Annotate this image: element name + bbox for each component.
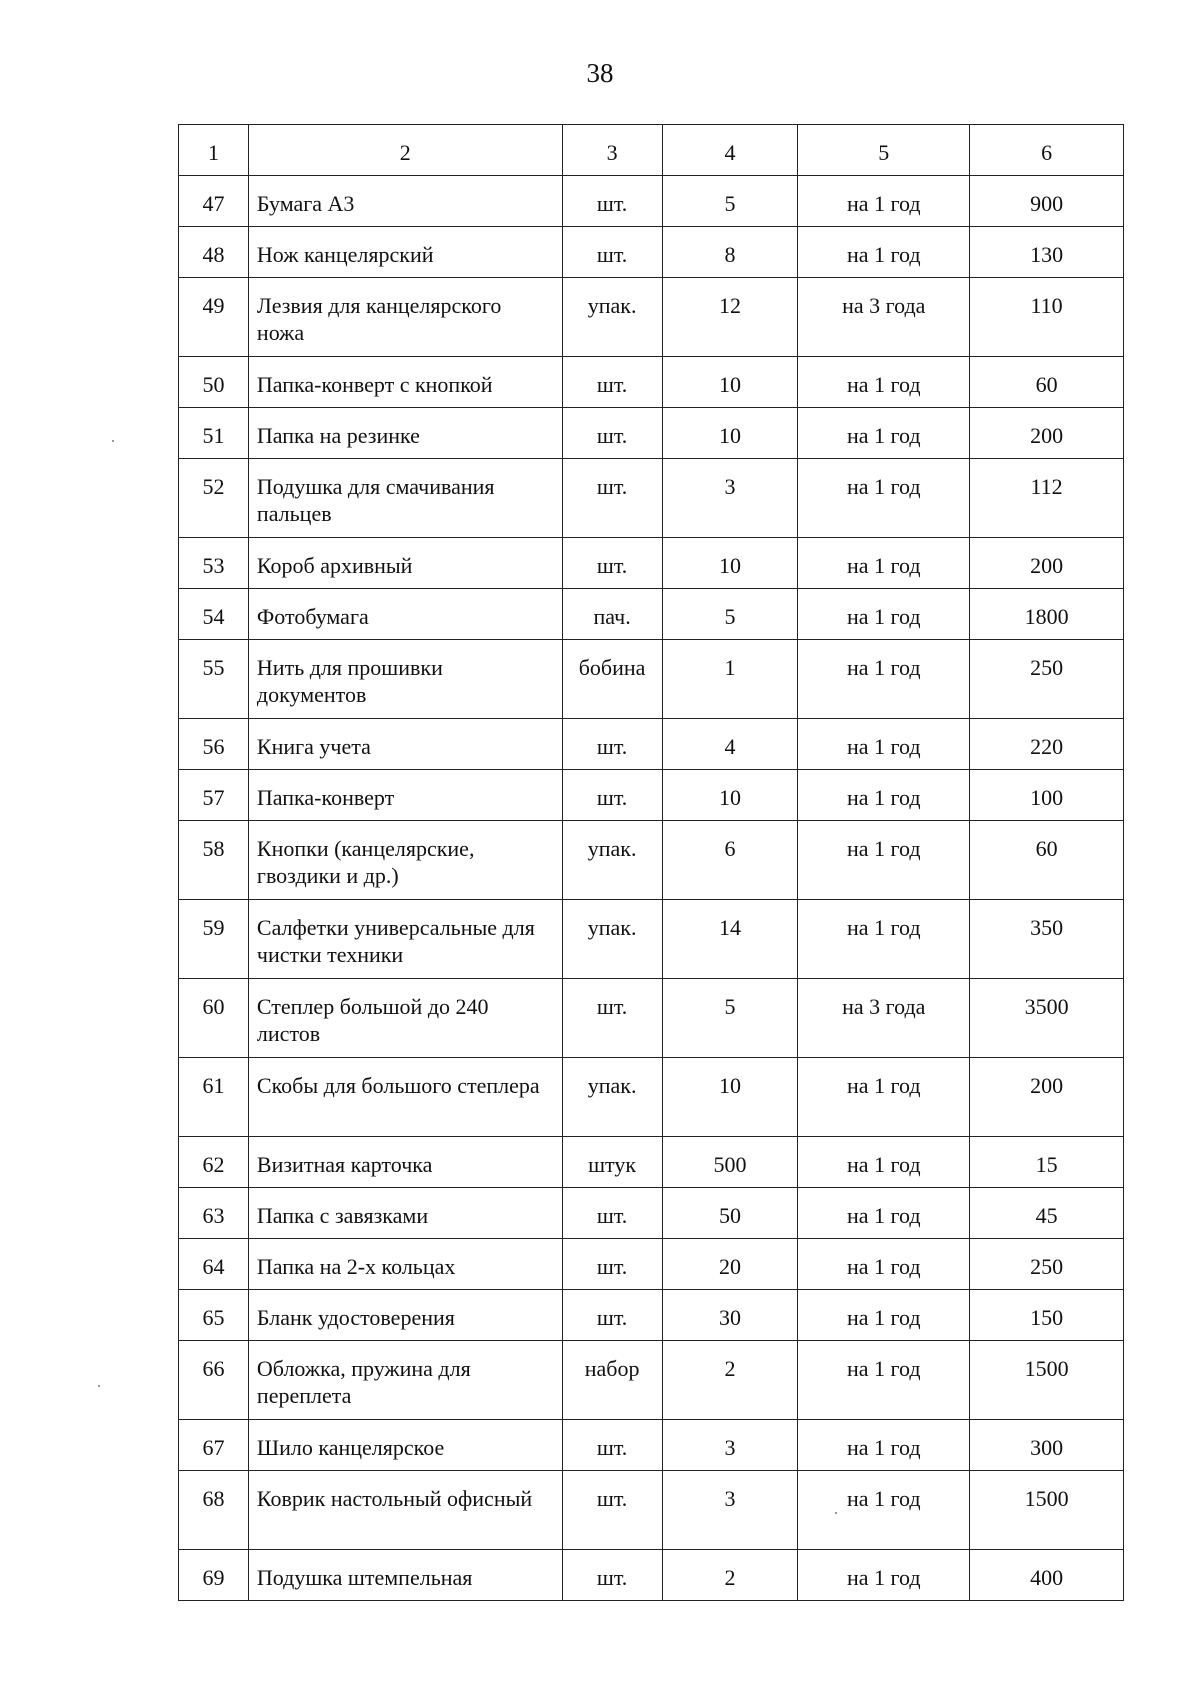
page-number: 38 [586,58,614,88]
table-row [179,1058,1124,1137]
row-number-cell: 57 [179,770,249,821]
row-number-cell: 65 [179,1290,249,1341]
quantity-cell: 12 [662,278,798,357]
price-cell: 60 [970,821,1124,900]
unit-cell: шт. [562,176,662,227]
price-cell: 300 [970,1420,1124,1471]
quantity-cell: 10 [662,770,798,821]
header-cell-1: 1 [179,125,249,176]
unit-cell: шт. [562,719,662,770]
row-number-cell: 47 [179,176,249,227]
table-row [179,770,1124,821]
table-row [179,719,1124,770]
term-cell: на 1 год [798,640,970,719]
row-number-cell: 56 [179,719,249,770]
price-cell: 250 [970,1239,1124,1290]
quantity-cell: 3 [662,1471,798,1550]
quantity-cell: 3 [662,1420,798,1471]
unit-cell: шт. [562,770,662,821]
price-cell: 150 [970,1290,1124,1341]
quantity-cell: 30 [662,1290,798,1341]
quantity-cell: 8 [662,227,798,278]
table-row [179,1188,1124,1239]
price-cell: 1500 [970,1471,1124,1550]
row-number-cell: 61 [179,1058,249,1137]
item-name-cell: Подушка для смачивания пальцев [248,459,562,538]
item-name-cell: Шило канцелярское [248,1420,562,1471]
quantity-cell: 5 [662,176,798,227]
table-row [179,357,1124,408]
term-cell: на 1 год [798,1290,970,1341]
table-row [179,1471,1124,1550]
row-number-cell: 67 [179,1420,249,1471]
term-cell: на 1 год [798,1058,970,1137]
row-number-cell: 48 [179,227,249,278]
scan-speck [112,440,114,442]
unit-cell: шт. [562,1239,662,1290]
row-number-cell: 59 [179,900,249,979]
term-cell: на 1 год [798,1471,970,1550]
table-row [179,1420,1124,1471]
item-name-cell: Скобы для большого степлера [248,1058,562,1137]
quantity-cell: 20 [662,1239,798,1290]
term-cell: на 1 год [798,538,970,589]
supplies-table [178,124,1124,1601]
item-name-cell: Нить для прошивки документов [248,640,562,719]
quantity-cell: 1 [662,640,798,719]
quantity-cell: 2 [662,1341,798,1420]
header-cell-2: 2 [248,125,562,176]
item-name-cell: Короб архивный [248,538,562,589]
scan-speck [835,1512,837,1514]
table-row [179,979,1124,1058]
unit-cell: шт. [562,1420,662,1471]
price-cell: 100 [970,770,1124,821]
table-row [179,459,1124,538]
term-cell: на 3 года [798,979,970,1058]
term-cell: на 1 год [798,176,970,227]
term-cell: на 1 год [798,1239,970,1290]
quantity-cell: 5 [662,979,798,1058]
item-name-cell: Нож канцелярский [248,227,562,278]
price-cell: 112 [970,459,1124,538]
price-cell: 250 [970,640,1124,719]
unit-cell: шт. [562,538,662,589]
price-cell: 15 [970,1137,1124,1188]
table-row [179,900,1124,979]
quantity-cell: 50 [662,1188,798,1239]
item-name-cell: Фотобумага [248,589,562,640]
quantity-cell: 14 [662,900,798,979]
price-cell: 400 [970,1550,1124,1601]
table-row [179,227,1124,278]
table-row [179,408,1124,459]
term-cell: на 1 год [798,357,970,408]
term-cell: на 1 год [798,1341,970,1420]
price-cell: 350 [970,900,1124,979]
header-cell-3: 3 [562,125,662,176]
term-cell: на 1 год [798,770,970,821]
price-cell: 130 [970,227,1124,278]
unit-cell: штук [562,1137,662,1188]
table-row [179,176,1124,227]
row-number-cell: 50 [179,357,249,408]
quantity-cell: 10 [662,538,798,589]
term-cell: на 1 год [798,1550,970,1601]
item-name-cell: Бумага А3 [248,176,562,227]
table-row [179,1239,1124,1290]
item-name-cell: Степлер большой до 240 листов [248,979,562,1058]
quantity-cell: 5 [662,589,798,640]
unit-cell: шт. [562,1188,662,1239]
row-number-cell: 53 [179,538,249,589]
unit-cell: шт. [562,459,662,538]
term-cell: на 1 год [798,900,970,979]
term-cell: на 1 год [798,459,970,538]
item-name-cell: Бланк удостоверения [248,1290,562,1341]
row-number-cell: 64 [179,1239,249,1290]
unit-cell: пач. [562,589,662,640]
unit-cell: бобина [562,640,662,719]
price-cell: 3500 [970,979,1124,1058]
quantity-cell: 10 [662,1058,798,1137]
quantity-cell: 4 [662,719,798,770]
price-cell: 220 [970,719,1124,770]
item-name-cell: Коврик настольный офисный [248,1471,562,1550]
unit-cell: упак. [562,278,662,357]
unit-cell: набор [562,1341,662,1420]
item-name-cell: Папка на 2-х кольцах [248,1239,562,1290]
quantity-cell: 6 [662,821,798,900]
unit-cell: упак. [562,821,662,900]
table-body [179,125,1124,1601]
price-cell: 45 [970,1188,1124,1239]
term-cell: на 1 год [798,408,970,459]
price-cell: 200 [970,1058,1124,1137]
unit-cell: шт. [562,979,662,1058]
item-name-cell: Лезвия для канцелярского ножа [248,278,562,357]
row-number-cell: 66 [179,1341,249,1420]
header-cell-5: 5 [798,125,970,176]
table-row [179,821,1124,900]
header-row [179,125,1124,176]
term-cell: на 3 года [798,278,970,357]
item-name-cell: Папка на резинке [248,408,562,459]
term-cell: на 1 год [798,719,970,770]
unit-cell: упак. [562,900,662,979]
unit-cell: шт. [562,357,662,408]
price-cell: 200 [970,538,1124,589]
price-cell: 900 [970,176,1124,227]
term-cell: на 1 год [798,1188,970,1239]
item-name-cell: Папка-конверт [248,770,562,821]
table-row [179,1290,1124,1341]
price-cell: 1500 [970,1341,1124,1420]
table-row [179,1341,1124,1420]
row-number-cell: 63 [179,1188,249,1239]
scan-speck [98,1385,100,1387]
unit-cell: шт. [562,408,662,459]
term-cell: на 1 год [798,1137,970,1188]
quantity-cell: 10 [662,357,798,408]
row-number-cell: 60 [179,979,249,1058]
term-cell: на 1 год [798,227,970,278]
row-number-cell: 68 [179,1471,249,1550]
price-cell: 60 [970,357,1124,408]
item-name-cell: Визитная карточка [248,1137,562,1188]
row-number-cell: 51 [179,408,249,459]
table-row [179,1137,1124,1188]
unit-cell: упак. [562,1058,662,1137]
quantity-cell: 3 [662,459,798,538]
term-cell: на 1 год [798,1420,970,1471]
row-number-cell: 52 [179,459,249,538]
term-cell: на 1 год [798,589,970,640]
unit-cell: шт. [562,1550,662,1601]
item-name-cell: Кнопки (канцелярские, гвоздики и др.) [248,821,562,900]
row-number-cell: 62 [179,1137,249,1188]
price-cell: 110 [970,278,1124,357]
item-name-cell: Папка с завязками [248,1188,562,1239]
table-row [179,1550,1124,1601]
header-cell-4: 4 [662,125,798,176]
row-number-cell: 55 [179,640,249,719]
item-name-cell: Книга учета [248,719,562,770]
price-cell: 200 [970,408,1124,459]
quantity-cell: 10 [662,408,798,459]
unit-cell: шт. [562,1471,662,1550]
row-number-cell: 49 [179,278,249,357]
item-name-cell: Обложка, пружина для переплета [248,1341,562,1420]
item-name-cell: Салфетки универсальные для чистки техники [248,900,562,979]
row-number-cell: 54 [179,589,249,640]
table-row [179,538,1124,589]
quantity-cell: 500 [662,1137,798,1188]
unit-cell: шт. [562,227,662,278]
price-cell: 1800 [970,589,1124,640]
table-row [179,278,1124,357]
item-name-cell: Подушка штемпельная [248,1550,562,1601]
unit-cell: шт. [562,1290,662,1341]
table-row [179,640,1124,719]
quantity-cell: 2 [662,1550,798,1601]
row-number-cell: 58 [179,821,249,900]
table-row [179,589,1124,640]
term-cell: на 1 год [798,821,970,900]
header-cell-6: 6 [970,125,1124,176]
row-number-cell: 69 [179,1550,249,1601]
item-name-cell: Папка-конверт с кнопкой [248,357,562,408]
